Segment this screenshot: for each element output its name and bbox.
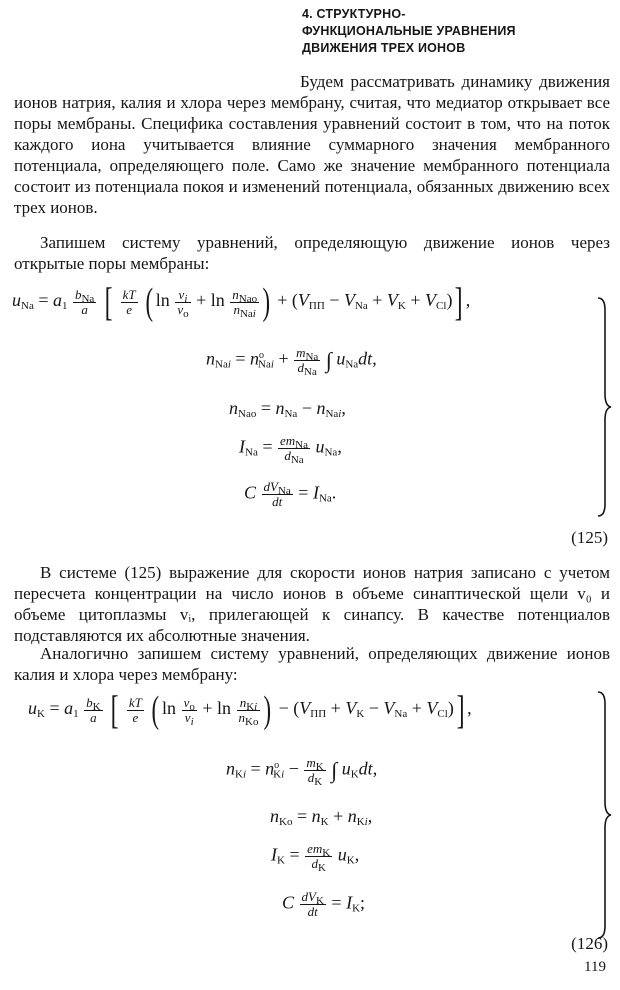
equation-n-k-i: $n_{Ki} = n^o_{Ki}$ − $\frac{m_K}{d_K}$ ∫ $u_Kdt$, [226, 755, 378, 788]
equation-c-dv-na: C $dV_{Na}$ dt = $I_{Na}$. [244, 479, 337, 509]
right-brace-126 [596, 690, 616, 940]
intro-paragraph: Будем рассматривать динамику движения ионов натрия, калия и хлора через мембрану, считая, что медиатор открывает все поры мембраны. Специфика составления уравнений состоит в том, что на поток каждого иона учитывается влияние суммарного значения мембранного потенциала, определяющего поле. Само же значение мембранного потенциала состоит из потенциала покоя и изменений потенциала, обязанных движению всех трех ионов. [14, 72, 610, 217]
equation-c-dv-k: C $dV_K$ dt = $I_K$; [282, 889, 366, 919]
right-brace-125 [596, 296, 616, 518]
equation-i-k: $I_K$ = $em_K$ $d_K$ $u_K$, [271, 841, 360, 874]
system-intro-paragraph: Запишем систему уравнений, определяющую движение ионов через открытые поры мембраны: [14, 233, 610, 273]
equation-i-na: $I_{Na}$ = $em_{Na}$ $d_{Na}$ $u_{Na}$, [239, 433, 342, 466]
equation-n-na-o: $n_{Nao} = n_{Na} - n_{Nai}$, [229, 398, 346, 420]
potassium-intro-paragraph: Аналогично запишем систему уравнений, определяющих движение ионов калия и хлора через мембрану: [14, 644, 610, 684]
equation-n-na-i: $n_{Nai} = n^o_{Nai}$ + $m_{Na}$ $d_{Na}$ ∫ $u_{Na}dt$, [206, 345, 377, 378]
equation-number-126: (126) [571, 934, 608, 953]
section-heading-line: 4. СТРУКТУРНО- [302, 7, 406, 21]
after-125-paragraph: В системе (125) выражение для скорости ионов натрия записано с учетом пересчета концентрации на число ионов в объеме синаптической щели v₀ и объеме цитоплазмы vᵢ, прилегающей к синапсу. В качестве потенциалов подставляются их абсолютные значения. [14, 563, 610, 645]
equation-n-k-o: $n_{Ko} = n_K + n_{Ki}$, [270, 806, 373, 828]
equation-number-125: (125) [571, 528, 608, 547]
section-heading [302, 6, 602, 57]
equation-u-k: $u_K = a_1$ $\frac{b_K}{a}$ [ $\frac{kT}{e}$ ( ln $\frac{v_o}{v_i}$ + ln $n_{Ki}$ $n_{Ko}$ ) − $(V_{ПП} + V_K - V_{Na} + V_{Cl})$] , [28, 687, 472, 732]
section-heading-line: ДВИЖЕНИЯ ТРЕХ ИОНОВ [302, 41, 466, 55]
equation-u-na: $u_{Na} = a_1$ $b_{Na}$ a [ $\frac{kT}{e}$ ( ln $\frac{v_i}{v_o}$ + ln $n_{Nao}$ $n_{Nai}$ ) + $(V_{ПП} - V_{Na} + V_K + V_{Cl})$] , [12, 279, 471, 324]
section-heading-line: ФУНКЦИОНАЛЬНЫЕ УРАВНЕНИЯ [302, 24, 516, 38]
page-number: 119 [584, 959, 606, 975]
